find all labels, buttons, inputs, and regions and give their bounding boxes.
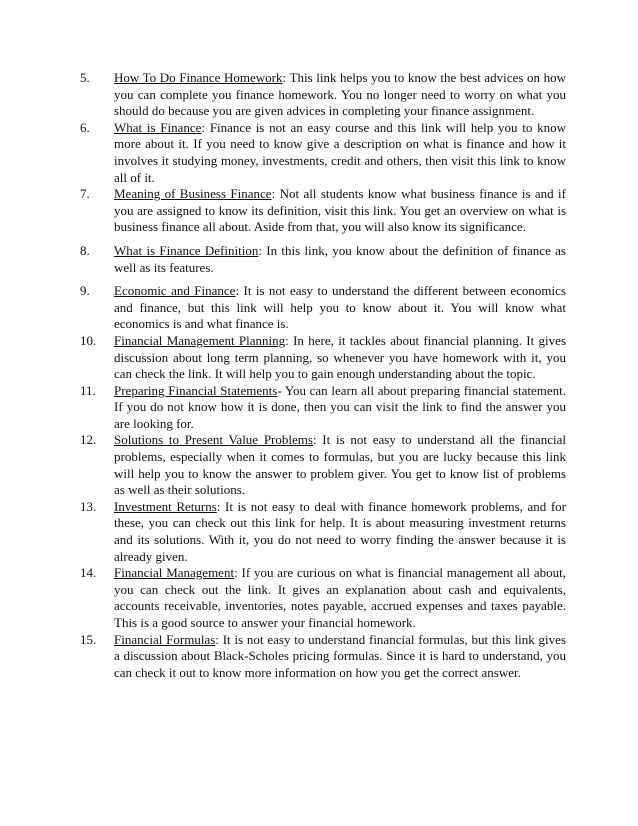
link-financial-formulas[interactable]: Financial Formulas bbox=[114, 631, 216, 647]
link-what-is-finance[interactable]: What is Finance bbox=[114, 119, 202, 135]
link-solutions-to-present-value-problems[interactable]: Solutions to Present Value Problems bbox=[114, 432, 313, 448]
item-number: 15. bbox=[80, 631, 97, 647]
item-description: This link helps you to know the best advices on how you can complete you finance homework. You no longer need to worry on what you should do because you are given advices in completing your finance assignment. bbox=[114, 70, 566, 119]
item-description: It is not easy to deal with finance homework problems, and for these, you can check out this link for help. It is about measuring investment returns and its solutions. With it, you do not need to worry finding the answer because it is already given. bbox=[114, 498, 566, 564]
item-number: 9. bbox=[80, 283, 90, 299]
link-economic-and-finance[interactable]: Economic and Finance bbox=[114, 283, 236, 299]
item-description: You can learn all about preparing financial statement. If you do not know how it is done, then you can visit the link to find the answer you are looking for. bbox=[114, 382, 566, 431]
link-how-to-do-finance-homework[interactable]: How To Do Finance Homework bbox=[114, 70, 283, 85]
separator: : bbox=[216, 498, 225, 514]
item-description: If you are curious on what is financial management all about, you can check out the link. It gives an explanation about cash and equivalents, accounts receivable, inventories, notes payable, accrued expenses and taxes payable. This is a good source to answer your financial homework. bbox=[114, 565, 566, 630]
separator: : bbox=[234, 565, 242, 581]
item-description: In here, it tackles about financial planning. It gives discussion about long term planning, so whenever you have homework with it, you can check the link. It will help you to gain enough understanding about the topic. bbox=[114, 332, 566, 382]
link-meaning-of-business-finance[interactable]: Meaning of Business Finance bbox=[114, 186, 272, 202]
list-item bbox=[80, 499, 566, 565]
item-number: 13. bbox=[80, 498, 97, 514]
link-preparing-financial-statements[interactable]: Preparing Financial Statements bbox=[114, 382, 278, 398]
item-description: Not all students know what business finance is and if you are assigned to know its definition, visit this link. You get an overview on what is business finance all about. Aside from that, you will also know its significance. bbox=[114, 186, 566, 235]
list-item bbox=[80, 283, 566, 333]
item-description: It is not easy to understand all the financial problems, especially when it comes to formulas, but you are lucky because this link will help you to know the answer to problem giver. You get to know list of problems as well as their solutions. bbox=[114, 432, 567, 498]
item-number: 10. bbox=[80, 332, 97, 348]
numbered-link-list bbox=[80, 70, 566, 681]
list-item bbox=[80, 565, 566, 631]
item-number: 5. bbox=[80, 70, 90, 85]
separator: : bbox=[258, 242, 267, 258]
link-what-is-finance-definition[interactable]: What is Finance Definition bbox=[114, 242, 259, 258]
separator: : bbox=[271, 186, 280, 202]
separator: - bbox=[277, 382, 285, 398]
item-number: 7. bbox=[80, 186, 90, 202]
item-number: 14. bbox=[80, 565, 97, 581]
list-item bbox=[80, 120, 566, 186]
item-description: Finance is not an easy course and this link will help you to know more about it. If you need to know give a description on what is finance and how it involves it studying money, investments, credit and others, then visit this link to know all of it. bbox=[114, 119, 566, 185]
list-item bbox=[80, 432, 566, 498]
list-item bbox=[80, 186, 566, 236]
separator: : bbox=[285, 332, 294, 348]
list-item bbox=[80, 333, 566, 383]
list-item bbox=[80, 632, 566, 682]
list-item bbox=[80, 243, 566, 276]
item-number: 11. bbox=[80, 382, 96, 398]
list-item bbox=[80, 70, 566, 120]
link-financial-management[interactable]: Financial Management bbox=[114, 565, 235, 581]
separator: : bbox=[282, 70, 290, 85]
link-financial-management-planning[interactable]: Financial Management Planning bbox=[114, 332, 286, 348]
separator: : bbox=[235, 283, 244, 299]
separator: : bbox=[215, 631, 223, 647]
item-number: 8. bbox=[80, 242, 90, 258]
separator: : bbox=[201, 119, 210, 135]
link-investment-returns[interactable]: Investment Returns bbox=[114, 498, 217, 514]
list-item bbox=[80, 383, 566, 433]
item-description: It is not easy to understand financial formulas, but this link gives a discussion about Black-Scholes pricing formulas. Since it is hard to understand, you can check it out to know more information on how you get the correct answer. bbox=[114, 631, 566, 680]
item-description: It is not easy to understand the different between economics and finance, but this link will help you to know about it. You will know what economics is and what finance is. bbox=[114, 283, 566, 332]
item-number: 6. bbox=[80, 119, 90, 135]
item-number: 12. bbox=[80, 432, 97, 448]
item-description: In this link, you know about the definition of finance as well as its features. bbox=[114, 242, 566, 275]
separator: : bbox=[312, 432, 323, 448]
